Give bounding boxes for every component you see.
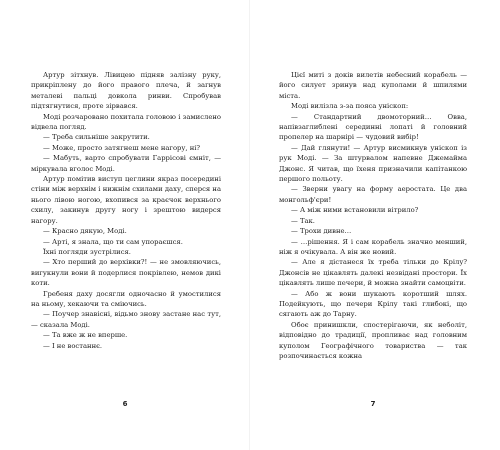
paragraph: — Арті, я знала, що ти сам упораєшся. [43,237,183,246]
paragraph: Артур помітив виступ цеглини якраз посередині стіни між верхнім і нижнім схилами даху, сперся на нього лівою ногою, вхопився за краєчок верхнього схилу, закинув другу ногу і зрештою видерся нагору. [31,175,221,225]
right-page [250,0,500,450]
paragraph: — Та вже ж не вперше. [43,331,128,340]
paragraph: Цієї миті з доків вилетів небесний корабель — його силует зринув над куполами й шпилями міста. [279,71,467,100]
left-page-text [31,70,221,351]
page-number: 7 [370,400,376,408]
paragraph: — І не востаннє. [43,341,103,350]
paragraph: — Може, просто затягнеш мене нагору, ні? [43,143,201,152]
paragraph: — Дай глянути! — Артур висмикнув уніскоп із рук Моді. — За штурвалом напевне Джемайма Джонс. Я читав, що їхеня призначили капітанкою першого польоту. [279,143,467,184]
paragraph: — Так. [291,216,315,225]
paragraph: Артур зітхнув. Лівицею підняв залізну руку, прикріплену до його правого плеча, й загнув металеві пальці довкола ринви. Спробував підтягнутися, проте зірвався. [31,71,221,111]
paragraph: — Але я дістанеся їх треба тільки до Крілу? Джонсів не цікавлять далекі незвідані простори. Їх цікавлять лише печери, й можна знайти самоцвіти. [279,258,467,288]
paragraph: — …рішення. Я і сам корабель значно менший, ніж я очікувала. А він же новий. [279,237,467,256]
paragraph: Їхні погляди зустрілися. [43,247,131,256]
paragraph: — Мабуть, варто спробувати Гаррісові ємніт, — міркувала вголос Моді. [31,154,221,173]
paragraph: — Поучер знавісні, відьмо знову застане нас тут, — сказала Моді. [31,310,221,329]
paragraph: Обоє принишкли, спостерігаючи, як неболіт, відповідно до традиції, пропливає над головним куполом Географічного товариства — так розпочинається кожна [279,320,467,360]
paragraph: — Хто перший до верхівки?! — не змовляючись, вигукнули вони й подерлися покрівлею, немов дикі коти. [31,258,221,288]
paragraph: — Або ж вони шукають коротший шлях. Подейкують, що печери Крілу такі глибокі, що сягають аж до Тарну. [279,289,467,319]
paragraph: Моді вилізла з-за пояса уніскоп: [291,102,409,111]
paragraph: — Красно дякую, Моді. [43,227,127,236]
right-page-text [279,70,467,361]
paragraph: — Треба сильніше закрутити. [43,133,150,142]
paragraph: — Зверни увагу на форму аеростата. Це два монгольф'єри! [279,185,467,204]
paragraph: — Стандартний двомоторний… Овва, напівзаглиблені серединні лопаті й головний пропелер на шарнірі — чудовий вибір! [279,112,467,142]
paragraph: Гребеня даху досягли одночасно й умостилися на ньому, хекаючи та сміючись. [31,289,221,308]
paragraph: — А між ними встановили вітрило? [291,206,419,215]
page-number: 6 [122,400,128,408]
paragraph: — Трохи дивне… [291,227,352,236]
paragraph: Моді розчаровано похитала головою і замислено відвела погляд. [31,112,221,132]
